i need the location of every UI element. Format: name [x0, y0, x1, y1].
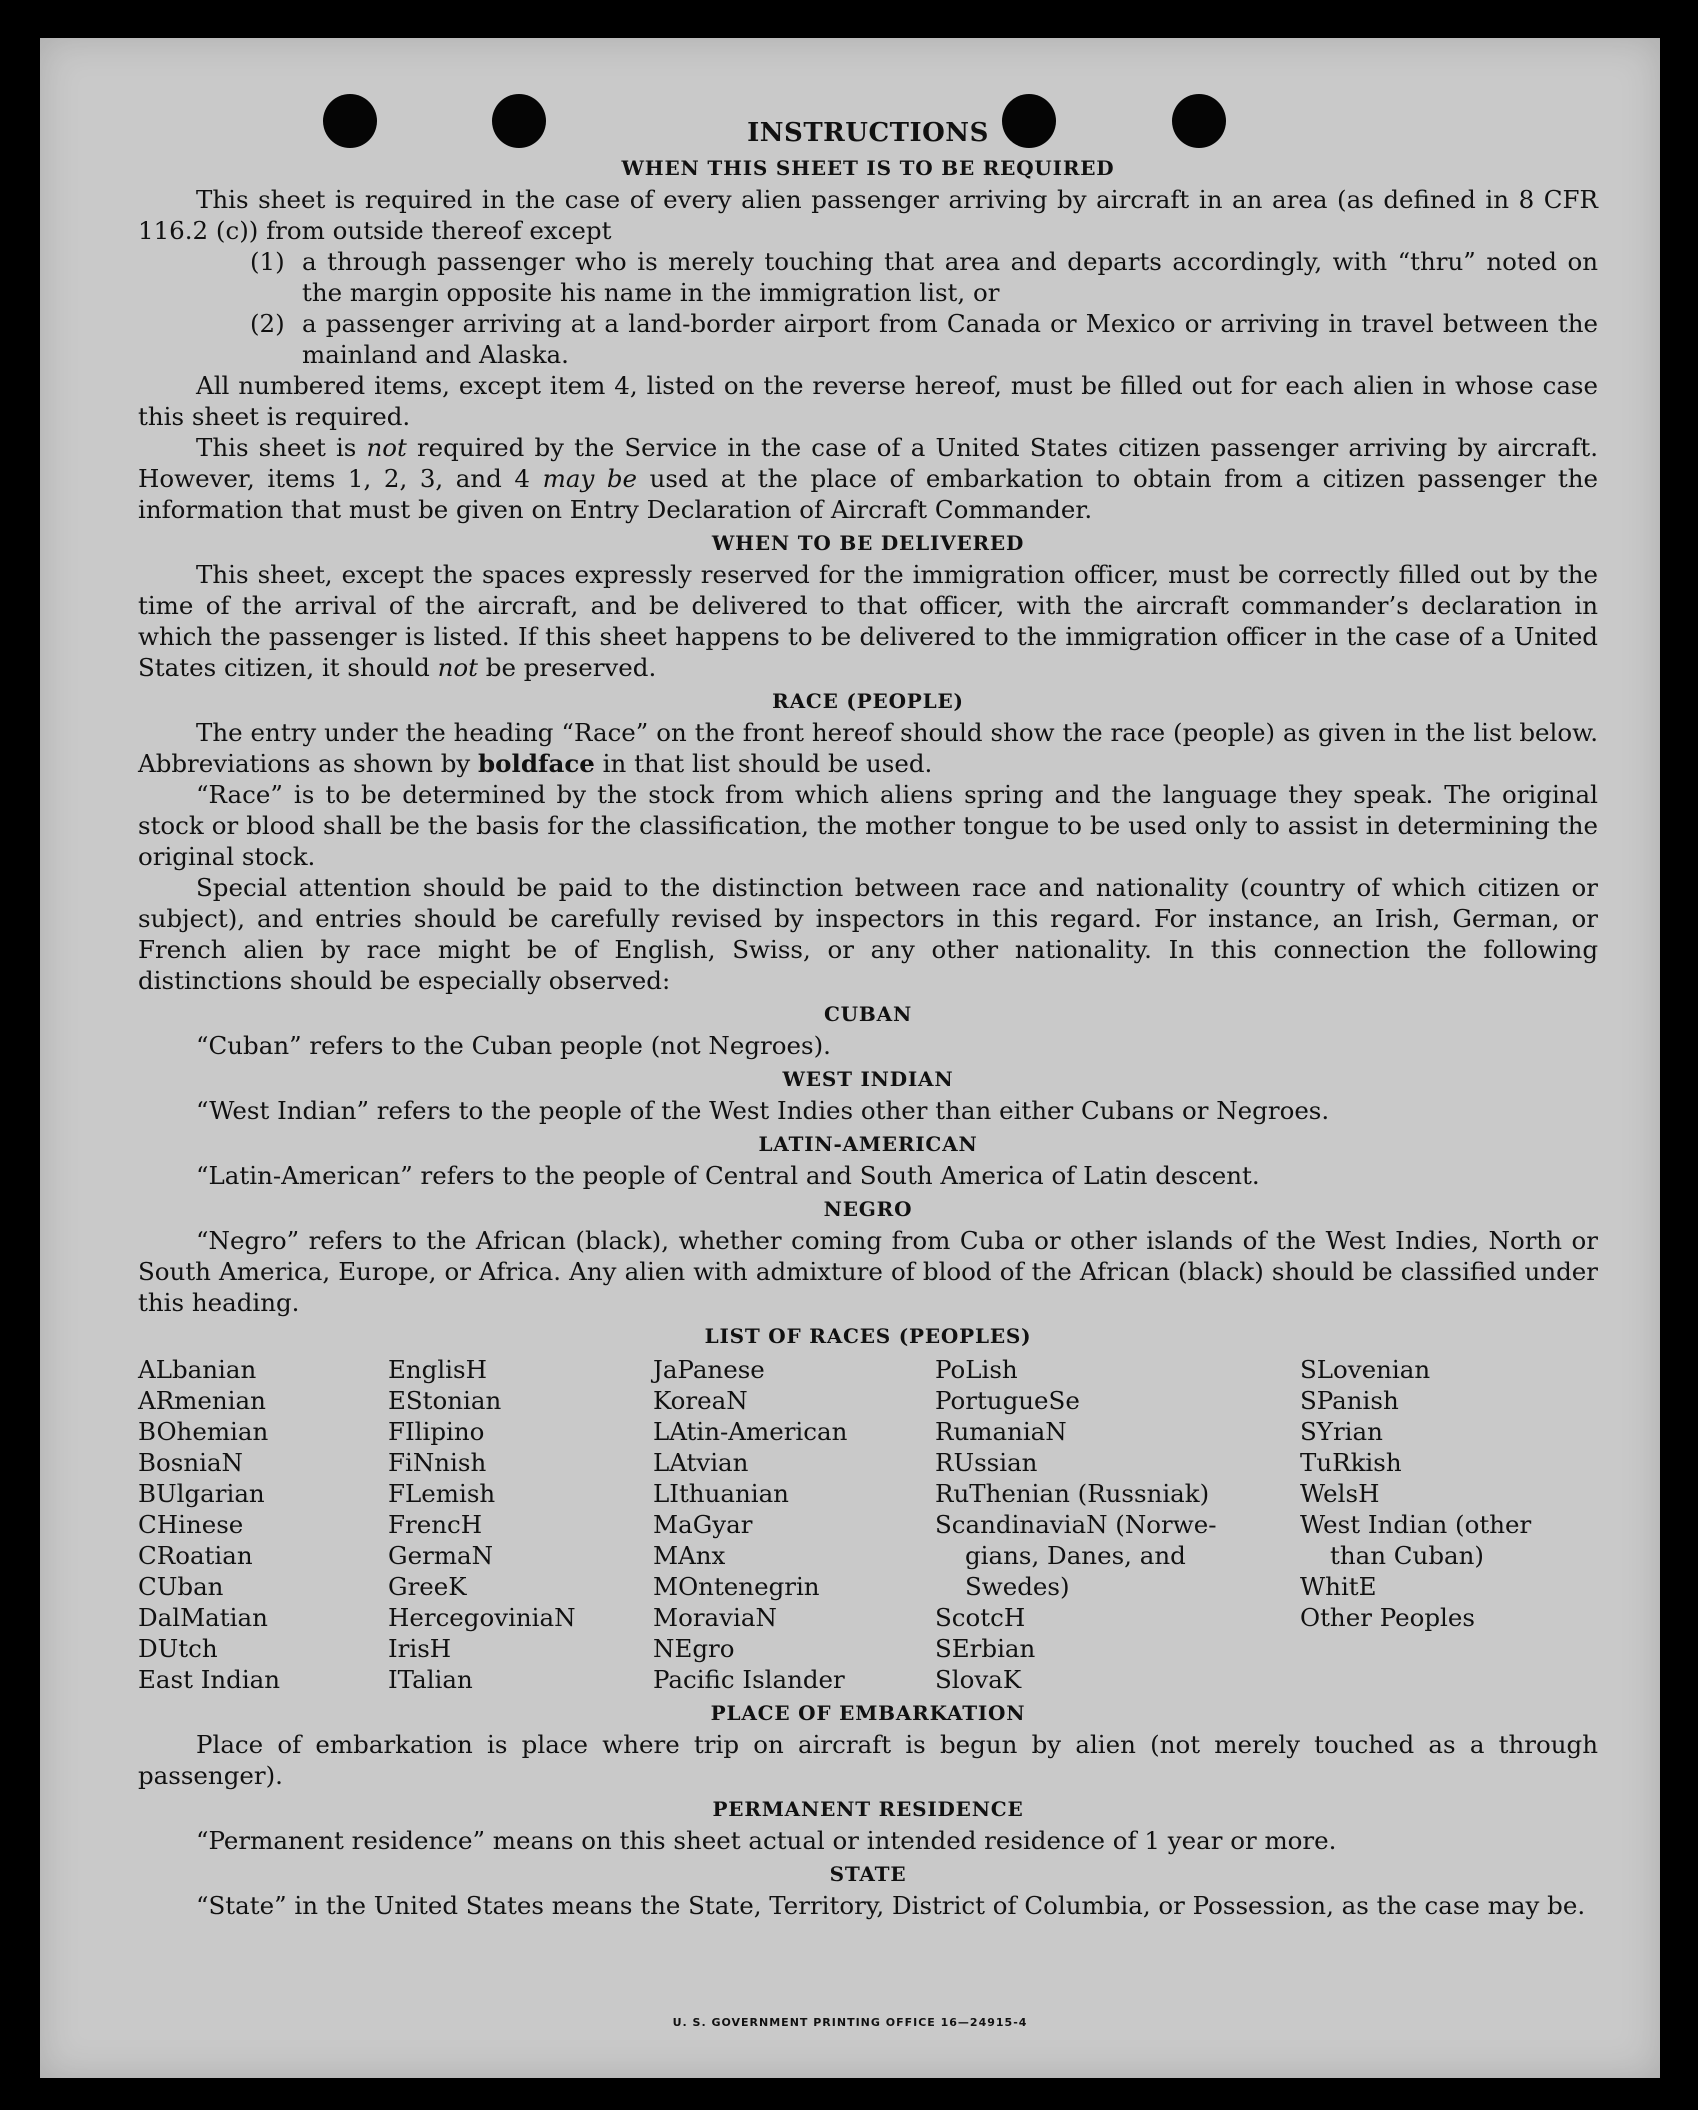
race-entry: WelsH: [1300, 1479, 1380, 1508]
race-entry: JaPanese: [653, 1355, 765, 1384]
race-entry: MaGyar: [653, 1510, 753, 1539]
race-entry: LAtvian: [653, 1448, 749, 1477]
race-entry: ScandinaviaN (Norwe-: [935, 1510, 1217, 1539]
race-entry: FLemish: [388, 1479, 496, 1508]
race-entry: FrencH: [388, 1510, 483, 1539]
item-text: a passenger arriving at a land-border airport from Canada or Mexico or arriving in travel between the mainland and Alaska.: [302, 309, 1598, 369]
section-heading: PLACE OF EMBARKATION: [710, 1701, 1026, 1725]
race-entry: PoLish: [935, 1355, 1018, 1384]
race-entry: SLovenian: [1300, 1355, 1431, 1384]
paragraph: “Negro” refers to the African (black), whether coming from Cuba or other islands of the West Indies, North or South America, Europe, or Africa. Any alien with admixture of blood of the African (black) should be classified under this heading.: [138, 1226, 1598, 1317]
race-entry: MOntenegrin: [653, 1572, 820, 1601]
race-entry: ARmenian: [138, 1386, 266, 1415]
race-column: [138, 1354, 388, 1695]
race-entry: EnglisH: [388, 1355, 487, 1384]
text-run: The entry under the heading “Race” on the front hereof should show the race (people) as given in the list below. Abbreviations as shown by: [138, 718, 1598, 778]
race-entry: IrisH: [388, 1634, 452, 1663]
race-entry: PortugueSe: [935, 1386, 1080, 1415]
race-entry: BUlgarian: [138, 1479, 265, 1508]
race-entry: ScotcH: [935, 1603, 1026, 1632]
paragraph: All numbered items, except item 4, listed on the reverse hereof, must be filled out for each alien in whose case this sheet is required.: [138, 371, 1598, 431]
race-column: [653, 1354, 935, 1695]
race-entry-continued: than Cuban): [1330, 1541, 1484, 1570]
section-heading: STATE: [829, 1862, 907, 1886]
race-entry: LAtin-American: [653, 1417, 848, 1446]
section-heading: LATIN-AMERICAN: [758, 1132, 978, 1156]
race-entry: GreeK: [388, 1572, 467, 1601]
text-run: used at the place of embarkation to obtain from a citizen passenger the information that must be given on Entry Declaration of Aircraft Commander.: [138, 464, 1598, 524]
race-entry: RumaniaN: [935, 1417, 1067, 1446]
section-heading: WHEN THIS SHEET IS TO BE REQUIRED: [621, 156, 1115, 180]
race-entry: GermaN: [388, 1541, 494, 1570]
page-title: INSTRUCTIONS: [747, 118, 989, 148]
race-entry: TuRkish: [1300, 1448, 1402, 1477]
paragraph: [138, 559, 1598, 683]
paragraph: [138, 432, 1598, 525]
race-list: [138, 1354, 1598, 1695]
emphasis: may be: [542, 464, 638, 493]
paragraph: “Cuban” refers to the Cuban people (not Negroes).: [196, 1031, 831, 1060]
paragraph: “State” in the United States means the State, Territory, District of Columbia, or Possession, as the case may be.: [196, 1891, 1586, 1920]
list-item: [250, 246, 1598, 308]
instructions-content: [138, 116, 1598, 1921]
race-entry: BOhemian: [138, 1417, 269, 1446]
race-entry: RuThenian (Russniak): [935, 1479, 1210, 1508]
race-entry: KoreaN: [653, 1386, 748, 1415]
paragraph: “Race” is to be determined by the stock from which aliens spring and the language they speak. The original stock or blood shall be the basis for the classification, the mother tongue to be used only to assist in determining the original stock.: [138, 780, 1598, 871]
paragraph: [138, 717, 1598, 779]
race-entry: CUban: [138, 1572, 224, 1601]
paragraph: Special attention should be paid to the distinction between race and nationality (country of which citizen or subject), and entries should be carefully revised by inspectors in this regard. For instance, an Irish, German, or French alien by race might be of English, Swiss, or any other nationality. In this connection the following distinctions should be especially observed:: [138, 873, 1598, 995]
race-entry: WhitE: [1300, 1572, 1377, 1601]
race-entry: Pacific Islander: [653, 1665, 845, 1694]
section-heading: CUBAN: [823, 1002, 913, 1026]
race-column: [935, 1354, 1300, 1695]
race-entry: MoraviaN: [653, 1603, 777, 1632]
race-entry: ALbanian: [138, 1355, 257, 1384]
paragraph: Place of embarkation is place where trip on aircraft is begun by alien (not merely touched as a through passenger).: [138, 1730, 1598, 1790]
section-heading: NEGRO: [823, 1197, 913, 1221]
race-column: [1300, 1354, 1590, 1695]
section-heading: WEST INDIAN: [782, 1067, 954, 1091]
race-entry: BosniaN: [138, 1448, 243, 1477]
text-run: This sheet is: [196, 433, 367, 462]
race-entry: FiNnish: [388, 1448, 487, 1477]
section-heading: RACE (PEOPLE): [772, 689, 964, 713]
list-item: [250, 308, 1598, 370]
race-entry-continued: gians, Danes, and: [965, 1541, 1186, 1570]
section-heading: WHEN TO BE DELIVERED: [711, 531, 1025, 555]
race-entry: CRoatian: [138, 1541, 253, 1570]
paragraph: “Latin-American” refers to the people of Central and South America of Latin descent.: [196, 1161, 1260, 1190]
race-column: [388, 1354, 653, 1695]
paragraph: This sheet is required in the case of every alien passenger arriving by aircraft in an area (as defined in 8 CFR 116.2 (c)) from outside thereof except: [138, 185, 1598, 245]
race-entry-continued: Swedes): [965, 1572, 1070, 1601]
race-entry: RUssian: [935, 1448, 1038, 1477]
emphasis: not: [437, 653, 478, 682]
race-entry: LIthuanian: [653, 1479, 789, 1508]
race-entry: Other Peoples: [1300, 1603, 1475, 1632]
document-sheet: [40, 38, 1660, 2078]
paragraph: “Permanent residence” means on this sheet actual or intended residence of 1 year or more.: [196, 1826, 1337, 1855]
race-entry: SYrian: [1300, 1417, 1383, 1446]
race-entry: HercegoviniaN: [388, 1603, 576, 1632]
race-entry: East Indian: [138, 1665, 281, 1694]
race-entry: SErbian: [935, 1634, 1036, 1663]
bold-text: boldface: [478, 749, 595, 778]
race-entry: SPanish: [1300, 1386, 1399, 1415]
text-run: be preserved.: [477, 653, 657, 682]
item-number: (1): [250, 247, 285, 276]
emphasis: not: [366, 433, 407, 462]
text-run: required by the Service in the case of a United States citizen passenger arriving by aircraft. However, items 1, 2, 3, and 4: [138, 433, 1599, 493]
race-entry: DUtch: [138, 1634, 218, 1663]
race-entry: DalMatian: [138, 1603, 268, 1632]
race-entry: EStonian: [388, 1386, 502, 1415]
race-entry: NEgro: [653, 1634, 735, 1663]
section-heading: LIST OF RACES (PEOPLES): [704, 1324, 1032, 1348]
paragraph: “West Indian” refers to the people of the West Indies other than either Cubans or Negroes.: [196, 1096, 1330, 1125]
printing-office-footer: U. S. GOVERNMENT PRINTING OFFICE 16—24915-4: [672, 2016, 1028, 2029]
race-entry: MAnx: [653, 1541, 726, 1570]
text-run: in that list should be used.: [594, 749, 933, 778]
item-number: (2): [250, 309, 285, 338]
race-entry: West Indian (other: [1300, 1510, 1532, 1539]
item-text: a through passenger who is merely touching that area and departs accordingly, with “thru” noted on the margin opposite his name in the immigration list, or: [302, 247, 1598, 307]
race-entry: ITalian: [388, 1665, 473, 1694]
race-entry: SlovaK: [935, 1665, 1022, 1694]
race-entry: CHinese: [138, 1510, 244, 1539]
race-entry: FIlipino: [388, 1417, 485, 1446]
text-run: This sheet, except the spaces expressly reserved for the immigration officer, must be correctly filled out by the time of the arrival of the aircraft, and be delivered to that officer, with the aircraft commander’s declaration in which the passenger is listed. If this sheet happens to be delivered to the immigration officer in the case of a United States citizen, it should: [138, 560, 1598, 682]
section-heading: PERMANENT RESIDENCE: [712, 1797, 1024, 1821]
